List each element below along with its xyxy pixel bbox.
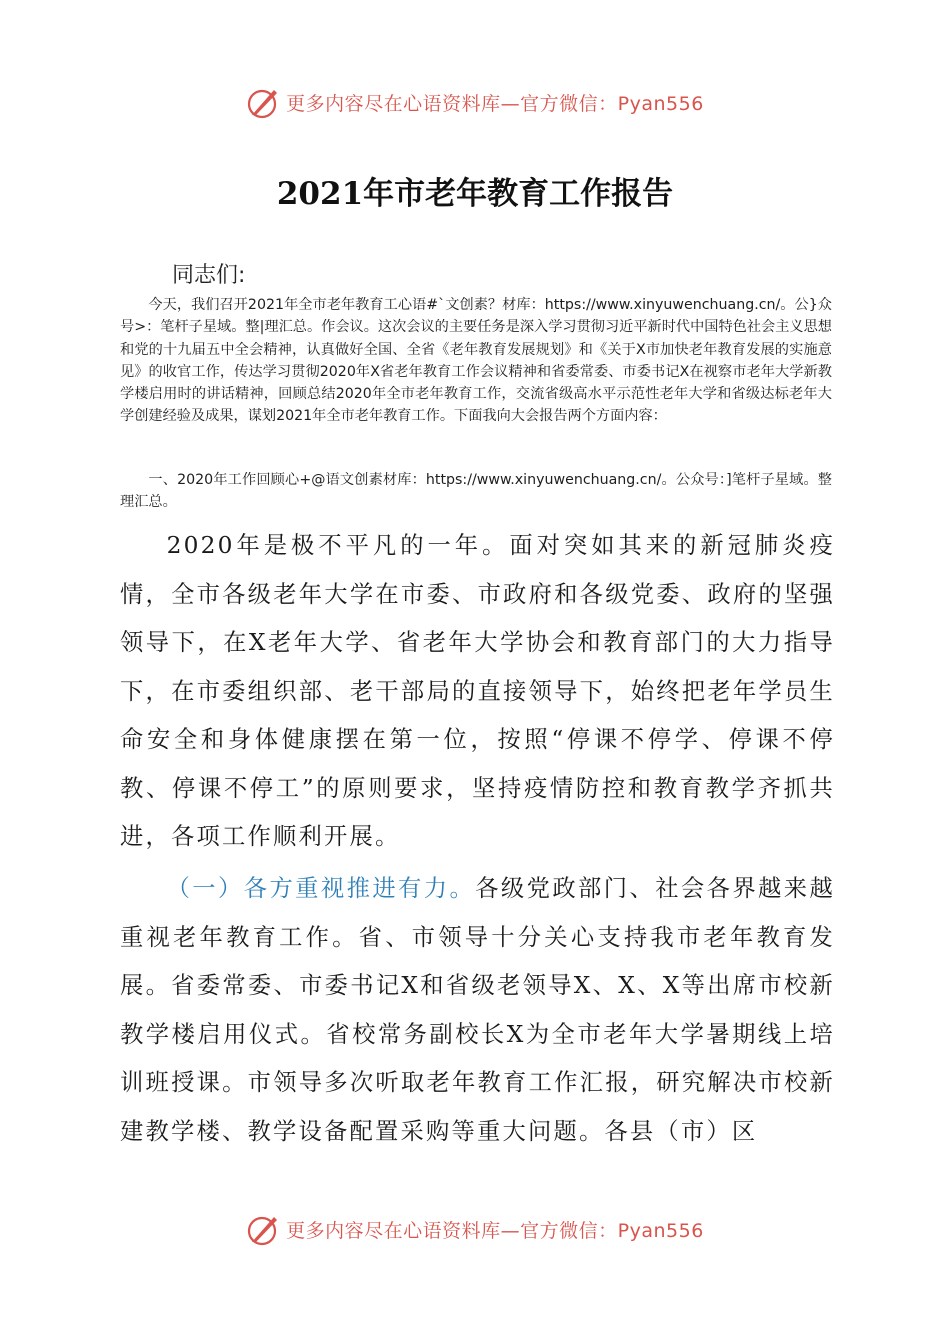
- subsection-heading: （一）各方重视推进有力。: [166, 875, 476, 902]
- header-banner-text: 更多内容尽在心语资料库—官方微信：Pyan556: [286, 92, 704, 115]
- footer-banner: [0, 1209, 950, 1249]
- quill-pen-logo-icon: [246, 1212, 280, 1246]
- body-paragraph-2-text: 各级党政部门、社会各界越来越重视老年教育工作。省、市领导十分关心支持我市老年教育发展。省委常委、市委书记X和省级老领导X、X、X等出席市校新教学楼启用仪式。省校常务副校长X为全市老年大学暑期线上培训班授课。市领导多次听取老年教育工作汇报，研究解决市校新建教学楼、教学设备配置采购等重大问题。各县（市）区: [120, 875, 835, 1145]
- section-one-heading: 一、2020年工作回顾心+@语文创素材库：https://www.xinyuwenchuang.cn/。公众号：]笔杆子星域。整理汇总。: [120, 472, 832, 511]
- intro-paragraph: 今天，我们召开2021年全市老年教育工心语#`文创素？材库：https://www.xinyuwenchuang.cn/。公}众号>：笔杆子星域。整|理汇总。作会议。这次会议的主要任务是深入学习贯彻习近平新时代中国特色社会主义思想和党的十九届五中全会精神，认真做好全国、全省《老年教育发展规划》和《关于X市加快老年教育发展的实施意见》的收官工作，传达学习贯彻2020年X省老年教育工作会议精神和省委常委、市委书记X在视察市老年大学新教学楼启用时的讲话精神，回顾总结2020年全市老年教育工作，交流省级高水平示范性老年大学和省级达标老年大学创建经验及成果，谋划2021年全市老年教育工作。下面我向大会报告两个方面内容：: [120, 297, 832, 425]
- header-banner: [0, 82, 950, 122]
- quill-pen-logo-icon: [246, 85, 280, 119]
- footer-banner-text: 更多内容尽在心语资料库—官方微信：Pyan556: [286, 1219, 704, 1242]
- body-paragraph-1: 2020年是极不平凡的一年。面对突如其来的新冠肺炎疫情，全市各级老年大学在市委、市政府和各级党委、政府的坚强领导下，在X老年大学、省老年大学协会和教育部门的大力指导下，在市委组织部、老干部局的直接领导下，始终把老年学员生命安全和身体健康摆在第一位，按照“停课不停学、停课不停教、停课不停工”的原则要求，坚持疫情防控和教育教学齐抓共进，各项工作顺利开展。: [120, 532, 835, 850]
- document-title: 2021年市老年教育工作报告: [276, 176, 674, 212]
- body-paragraph-2: [120, 865, 835, 1156]
- salutation: 同志们:: [172, 263, 246, 288]
